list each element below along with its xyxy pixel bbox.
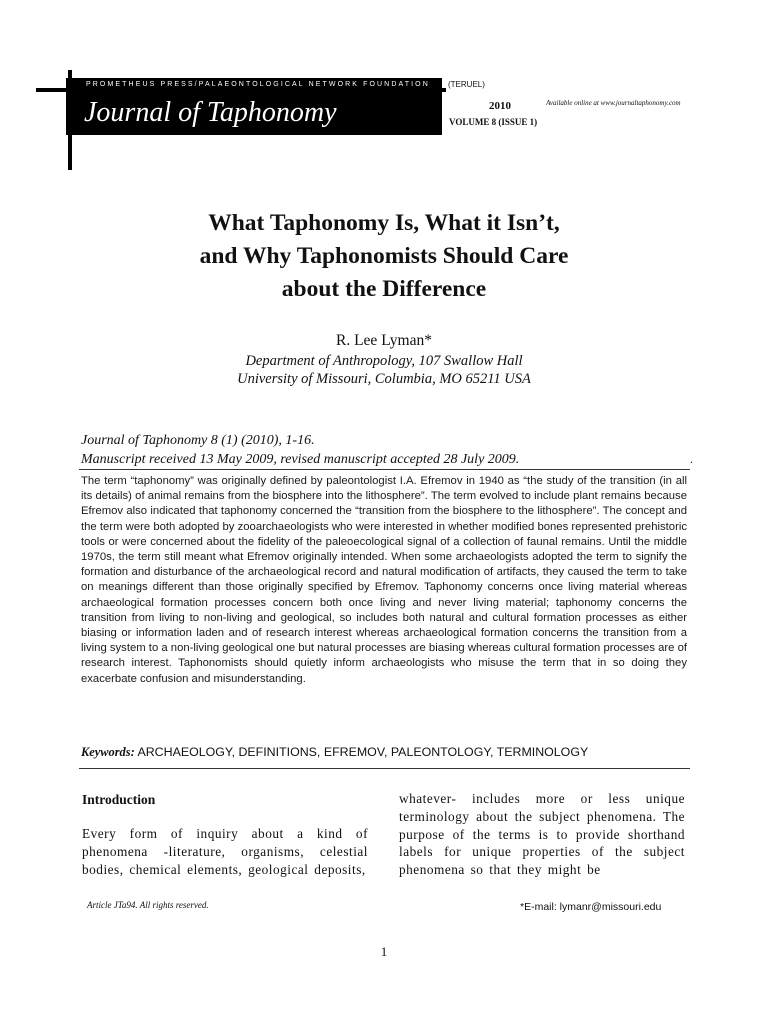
journal-title: Journal of Taphonomy: [84, 97, 337, 128]
body-text-left-column: Every form of inquiry about a kind of phenomena -literature, organisms, celestial bodies, chemical elements, geological deposits,: [82, 826, 368, 877]
body-text-right-column: whatever- includes more or less unique terminology about the subject phenomena. The purpose of the terms is to provide shorthand labels for unique properties of the subject phenomena so that they might be: [399, 791, 685, 878]
paper-title-line-1: What Taphonomy Is, What it Isn’t,: [208, 210, 560, 236]
author-email: *E-mail: lymanr@missouri.edu: [520, 901, 662, 913]
citation-divider: [79, 469, 690, 470]
online-availability: Available online at www.journaltaphonomy.com: [546, 99, 681, 107]
manuscript-dates: Manuscript received 13 May 2009, revised manuscript accepted 28 July 2009.: [81, 452, 520, 467]
abstract-text: The term “taphonomy” was originally defined by paleontologist I.A. Efremov in 1940 as “the study of the transition (in all its details) of animal remains from the biosphere into the lithosphere”. The term evolved to include plant remains because Efremov also indicated that taphonomy concerned the “transition from the biosphere to the lithosphere”. The concept and the term were both adopted by zooarchaeologists who were interested in whether modified bones represented prehistoric tools or were concerned about the fidelity of the paleoecological signal of a collection of faunal remains. Until the middle 1970s, the term still meant what Efremov originally intended. When some archaeologists adopted the term to signify the formation and disturbance of the archaeological record and natural modification of artifacts, they caused the term to take on meanings different than those originally specified by Efremov. Taphonomy concerns once living material whereas archaeological formation processes concern both once living and never living material; taphonomy concerns the transition from living to non-living and geological, so includes both natural and cultural formation processes as either biasing or information laden and of research interest whereas archaeological formation concerns the transition from a living system to a non-living geological one but natural processes are biasing whereas cultural formation processes are of research interest. Taphonomists should quietly inform archaeologists who misuse the term that in so doing they exacerbate confusion and misunderstanding.: [81, 475, 687, 685]
author-affiliation: [0, 352, 768, 388]
affiliation-department: Department of Anthropology, 107 Swallow Hall: [245, 353, 523, 369]
page-number: 1: [380, 944, 388, 959]
paper-title-line-2: and Why Taphonomists Should Care: [199, 243, 569, 269]
section-heading-introduction: Introduction: [82, 792, 156, 807]
masthead-rule-horizontal: [36, 88, 66, 92]
keywords-divider: [79, 768, 690, 769]
article-rights-note: Article JTa94. All rights reserved.: [87, 900, 209, 910]
keywords-label: Keywords:: [81, 745, 135, 759]
author-name: R. Lee Lyman*: [336, 332, 432, 349]
paper-title-line-3: about the Difference: [281, 276, 487, 302]
end-dot: .: [690, 452, 693, 466]
journal-citation: Journal of Taphonomy 8 (1) (2010), 1-16.: [81, 433, 315, 448]
issue-year: 2010: [489, 100, 511, 112]
affiliation-university: University of Missouri, Columbia, MO 65211 USA: [237, 371, 531, 387]
keywords-list: ARCHAEOLOGY, DEFINITIONS, EFREMOV, PALEONTOLOGY, TERMINOLOGY: [134, 745, 589, 759]
publisher-location: (TERUEL): [448, 80, 485, 89]
keywords-line: [81, 745, 588, 760]
publisher-banner: PROMETHEUS PRESS/PALAEONTOLOGICAL NETWORK FOUNDATION: [66, 78, 442, 91]
paper-title: [0, 207, 768, 306]
volume-issue: VOLUME 8 (ISSUE 1): [449, 117, 538, 127]
